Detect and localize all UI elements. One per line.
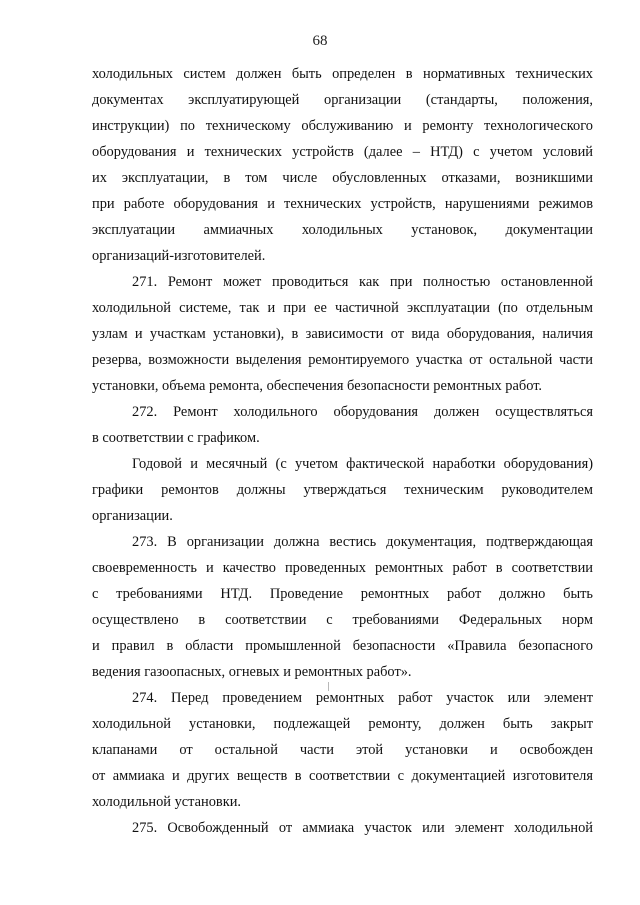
text-line: эксплуатации аммиачных холодильных установок, документации — [92, 222, 593, 238]
text-line: установки, объема ремонта, обеспечения безопасности ремонтных работ. — [92, 378, 543, 394]
text-line: от аммиака и других веществ в соответствии с документацией изготовителя — [92, 768, 593, 784]
text-line: и правил в области промышленной безопасности «Правила безопасного — [92, 638, 593, 654]
text-line: ведения газоопасных, огневых и ремонтных работ». — [92, 664, 412, 680]
text-line: холодильной установки, подлежащей ремонту, должен быть закрыт — [92, 716, 593, 732]
text-line: холодильной установки. — [92, 794, 241, 810]
text-line: холодильной системе, так и при ее частичной эксплуатации (по отдельным — [92, 300, 593, 316]
text-line: инструкции) по техническому обслуживанию и ремонту технологического — [92, 118, 593, 134]
text-line: документах эксплуатирующей организации (стандарты, положения, — [92, 92, 593, 108]
paragraph-274-start: 274. Перед проведением ремонтных работ участок или элемент — [132, 690, 593, 706]
text-line: графики ремонтов должны утверждаться техническим руководителем — [92, 482, 593, 498]
text-line: узлам и участкам установки), в зависимости от вида оборудования, наличия — [92, 326, 593, 342]
paragraph-272-start: 272. Ремонт холодильного оборудования должен осуществляться — [132, 404, 593, 420]
text-line: холодильных систем должен быть определен в нормативных технических — [92, 66, 593, 82]
text-line: в соответствии с графиком. — [92, 430, 260, 446]
paragraph-schedules-start: Годовой и месячный (с учетом фактической наработки оборудования) — [132, 456, 593, 472]
text-line: при работе оборудования и технических устройств, нарушениями режимов — [92, 196, 593, 212]
paragraph-275-start: 275. Освобожденный от аммиака участок или элемент холодильной — [132, 820, 593, 836]
text-line: осуществлено в соответствии с требованиями Федеральных норм — [92, 612, 593, 628]
paragraph-273-start: 273. В организации должна вестись документация, подтверждающая — [132, 534, 593, 550]
text-line: своевременность и качество проведенных ремонтных работ в соответствии — [92, 560, 593, 576]
text-line: организации. — [92, 508, 173, 524]
text-line: резерва, возможности выделения ремонтируемого участка от остальной части — [92, 352, 593, 368]
text-line: с требованиями НТД. Проведение ремонтных работ должно быть — [92, 586, 593, 602]
text-line: оборудования и технических устройств (далее – НТД) с учетом условий — [92, 144, 593, 160]
text-line: организаций-изготовителей. — [92, 248, 266, 264]
text-line: их эксплуатации, в том числе обусловленных отказами, возникшими — [92, 170, 593, 186]
text-line: клапанами от остальной части этой установки и освобожден — [92, 742, 593, 758]
paragraph-271-start: 271. Ремонт может проводиться как при полностью остановленной — [132, 274, 593, 290]
page-number: 68 — [312, 33, 328, 49]
